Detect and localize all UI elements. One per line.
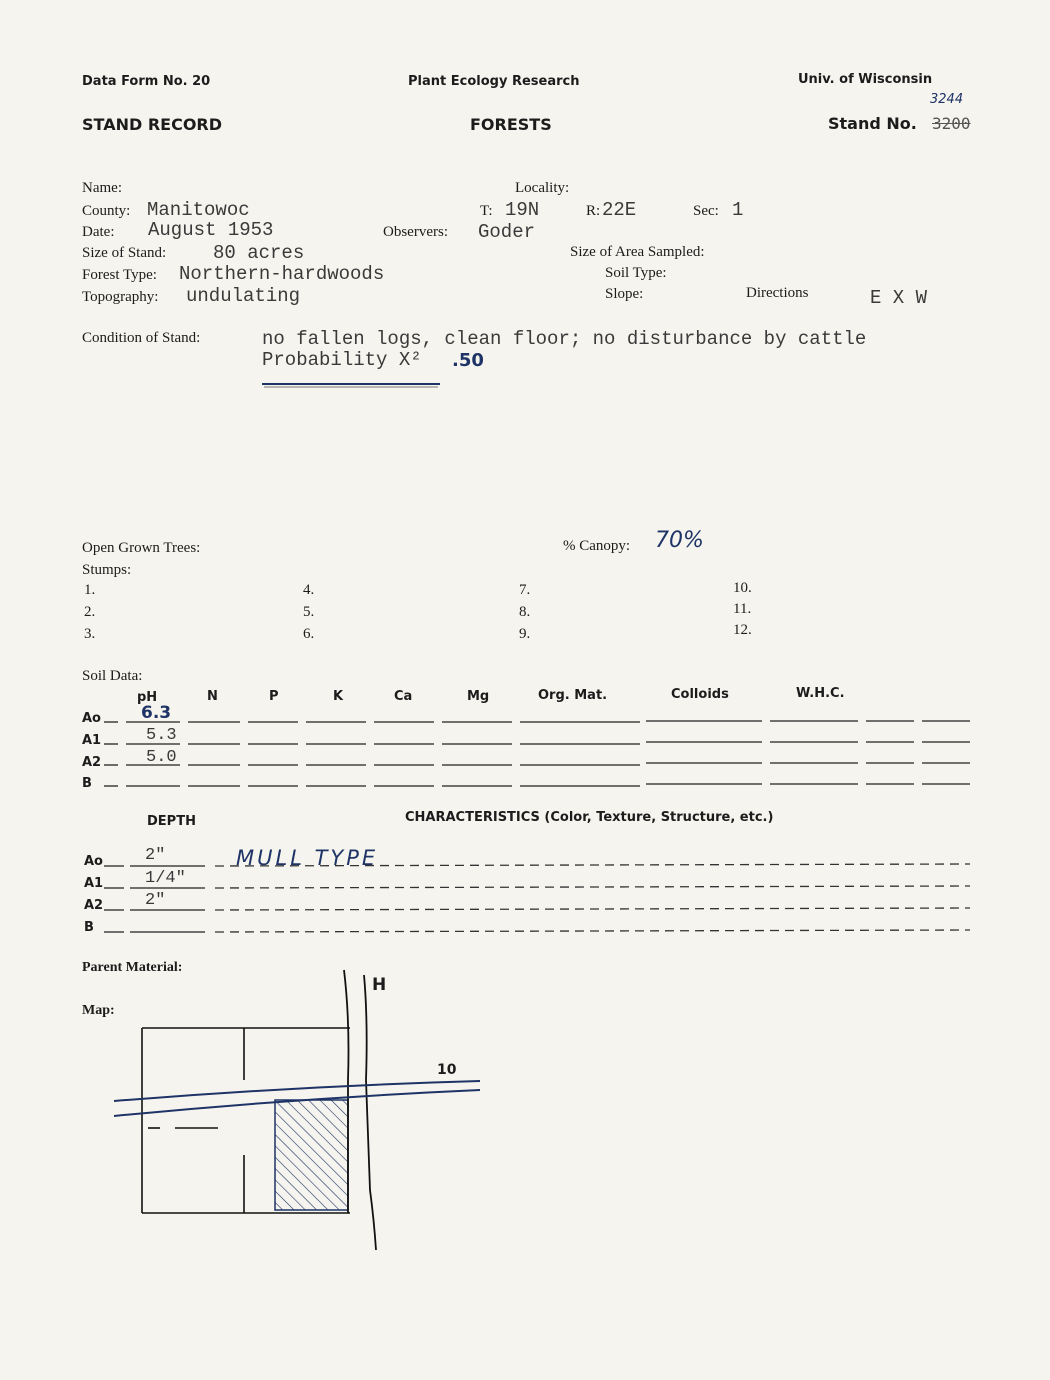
stand-area-hatched xyxy=(275,1100,348,1210)
slope-label: Slope: xyxy=(605,286,644,302)
stump-number: 8. xyxy=(519,604,531,620)
stump-number: 10. xyxy=(733,580,752,596)
col-ph: pH xyxy=(137,690,158,705)
township-label: T: xyxy=(480,203,493,219)
stump-number: 9. xyxy=(519,626,531,642)
date-value: August 1953 xyxy=(148,219,274,241)
observers-value: Goder xyxy=(478,221,536,243)
ph-value: 6.3 xyxy=(141,703,172,723)
stump-number: 1. xyxy=(84,582,96,598)
forests-heading: FORESTS xyxy=(470,115,552,134)
stump-number: 6. xyxy=(303,626,315,642)
soil-data-label: Soil Data: xyxy=(82,668,143,684)
condition-line-1: no fallen logs, clean floor; no disturbance by cattle xyxy=(262,328,867,350)
condition-label: Condition of Stand: xyxy=(82,330,201,346)
road-h xyxy=(344,970,376,1250)
char-row-label: Ao xyxy=(84,854,103,869)
stumps-label: Stumps: xyxy=(82,562,132,578)
form-number: Data Form No. 20 xyxy=(82,74,211,89)
range-label: R: xyxy=(586,203,601,219)
col-k: K xyxy=(333,689,344,704)
soil-row-label: B xyxy=(82,776,92,791)
canopy-value: 70% xyxy=(655,528,704,553)
observers-label: Observers: xyxy=(383,224,448,240)
col-whc: W.H.C. xyxy=(796,686,845,701)
col-colloids: Colloids xyxy=(671,687,729,702)
topography-label: Topography: xyxy=(82,289,159,305)
range-value: 22E xyxy=(602,199,637,221)
characteristics-title: CHARACTERISTICS (Color, Texture, Structure, etc.) xyxy=(405,810,774,825)
stump-number: 3. xyxy=(84,626,96,642)
road-h-label: H xyxy=(372,975,387,995)
stump-number: 12. xyxy=(733,622,752,638)
stand-number-new: 3244 xyxy=(930,92,964,107)
char-row-label: B xyxy=(84,920,94,935)
soil-row-label: A2 xyxy=(82,755,102,770)
section-value: 1 xyxy=(732,199,744,221)
section-label: Sec: xyxy=(693,203,719,219)
area-sampled-label: Size of Area Sampled: xyxy=(570,244,705,260)
date-label: Date: xyxy=(82,224,115,240)
depth-value: 2" xyxy=(145,846,166,865)
open-grown-label: Open Grown Trees: xyxy=(82,540,201,556)
forest-type-value: Northern-hardwoods xyxy=(179,263,385,285)
stump-number: 4. xyxy=(303,582,315,598)
probability-value: .50 xyxy=(452,350,484,371)
county-value: Manitowoc xyxy=(147,199,250,221)
university-name: Univ. of Wisconsin xyxy=(798,72,933,87)
road-10-label: 10 xyxy=(437,1062,457,1078)
stump-number: 11. xyxy=(733,601,752,617)
township-value: 19N xyxy=(505,199,540,221)
directions-value: E X W xyxy=(870,287,928,309)
depth-label: DEPTH xyxy=(147,814,196,829)
name-label: Name: xyxy=(82,180,122,196)
depth-value: 2" xyxy=(145,891,166,910)
stand-number-old: 3200 xyxy=(932,114,971,133)
stump-number: 7. xyxy=(519,582,531,598)
soil-row-label: Ao xyxy=(82,711,101,726)
char-row-label: A2 xyxy=(84,898,104,913)
stump-number: 5. xyxy=(303,604,315,620)
col-n: N xyxy=(207,689,218,704)
soil-row-label: A1 xyxy=(82,733,102,748)
map-label: Map: xyxy=(82,1003,115,1018)
ph-value: 5.0 xyxy=(146,748,177,767)
size-of-stand-label: Size of Stand: xyxy=(82,245,167,261)
county-label: County: xyxy=(82,203,131,219)
department-title: Plant Ecology Research xyxy=(408,74,580,89)
characteristics-value: MULL TYPE xyxy=(236,846,379,870)
size-of-stand-value: 80 acres xyxy=(213,242,305,264)
stand-number-label: Stand No. xyxy=(828,114,917,133)
stump-number: 2. xyxy=(84,604,96,620)
directions-label: Directions xyxy=(746,285,809,301)
col-ca: Ca xyxy=(394,689,413,704)
col-org-mat: Org. Mat. xyxy=(538,688,608,703)
col-mg: Mg xyxy=(467,689,490,704)
depth-value: 1/4" xyxy=(145,869,186,888)
locality-label: Locality: xyxy=(515,180,570,196)
forest-type-label: Forest Type: xyxy=(82,267,157,283)
condition-line-2: Probability X² xyxy=(262,349,422,371)
form-title: STAND RECORD xyxy=(82,115,223,134)
topography-value: undulating xyxy=(186,285,301,307)
char-row-label: A1 xyxy=(84,876,104,891)
ph-value: 5.3 xyxy=(146,726,177,745)
canopy-label: % Canopy: xyxy=(563,538,631,554)
soil-type-label: Soil Type: xyxy=(605,265,667,281)
parent-material-label: Parent Material: xyxy=(82,960,183,975)
col-p: P xyxy=(269,689,279,704)
